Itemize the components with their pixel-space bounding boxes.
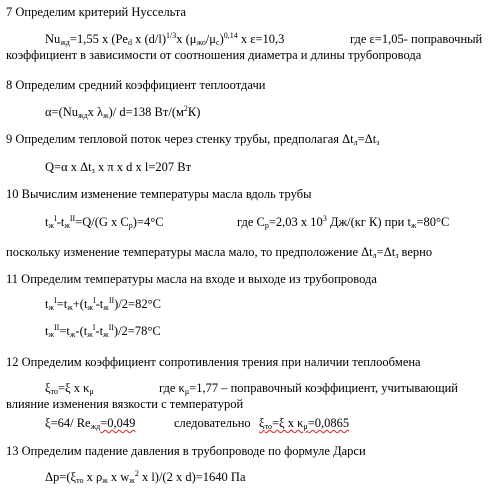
nusselt-formula: $Nu_{жд}=1,55$ x ($Pe_d$ x $(d/l)^{1/3}x$ $(\mu_{жо}/\mu_c)^{0,14}$ x ε=10,3 <box>45 31 285 47</box>
section-13-heading: 13 Определим падение давления в трубопроводе по формуле Дарси <box>6 444 366 458</box>
assumption-note: поскольку изменение температуры масла мало, то предположение $\Delta t_л=\Delta t_з$ верно <box>6 245 433 260</box>
xi-formula: ξ=64/ $Re_{жд}=0,049$ <box>45 416 136 431</box>
viscosity-note-continued: влияние изменения вязкости с температурой <box>6 397 244 411</box>
temp-change-formula: $t_ж^I-t_ж^{II}=Q/(G$ x $C_p)=4^\circ C$ <box>45 214 164 230</box>
section-7-heading: 7 Определим критерий Нуссельта <box>6 5 187 19</box>
darcy-formula: $\Delta p=(\xi_{то}$ x $\rho_ж$ x $w_ж^2$ x l)/(2 x d)=1640 Па <box>45 469 246 485</box>
section-10-heading: 10 Вычислим изменение температуры масла вдоль трубы <box>6 187 312 201</box>
outlet-temp-formula: $t_ж^{II}=t_ж-(t_ж^I-t_ж^{II})/2=78^\circ C$ <box>45 323 161 339</box>
section-9-heading: 9 Определим тепловой поток через стенку трубы, предполагая $\Delta t_л=\Delta t_з$ <box>6 132 380 147</box>
heat-flow-formula: Q=α x $\Delta t_з$ x π x d x l=207 Вт <box>45 160 192 175</box>
nusselt-note-continued: коэффициент в зависимости от соотношения диаметра и длины трубопровода <box>6 48 422 62</box>
alpha-formula: $\alpha=(Nu_{жд}x$ $\lambda_ж)/$ d=138 $Вт/(м^2К)$ <box>45 104 201 120</box>
section-12-heading: 12 Определим коэффициент сопротивления трения при наличии теплообмена <box>6 355 421 369</box>
nusselt-note: где ε=1,05- поправочный <box>350 32 483 46</box>
section-8-heading: 8 Определим средний коэффициент теплоотдачи <box>6 78 266 92</box>
inlet-temp-formula: $t_ж^I=t_ж+(t_ж^I-t_ж^{II})/2=82^\circ C$ <box>45 296 161 312</box>
consequently-label: следовательно <box>174 416 251 430</box>
friction-coef-formula: $\xi_{то}=\xi$ x $\kappa_\mu$ <box>45 381 94 396</box>
viscosity-correction-note: где $\kappa_\mu=1,77$ – поправочный коэффициент, учитывающий <box>159 381 458 396</box>
xi-to-formula: $\xi_{то}=\xi$ x $\kappa_\mu=0,0865$ <box>259 416 350 431</box>
heat-capacity-note: где $C_p=2,03$ x $10^3$ Дж/(кг К) при $t_ж=80^\circ C$ <box>237 214 450 230</box>
section-11-heading: 11 Определим температуры масла на входе и выходе из трубопровода <box>6 272 377 286</box>
